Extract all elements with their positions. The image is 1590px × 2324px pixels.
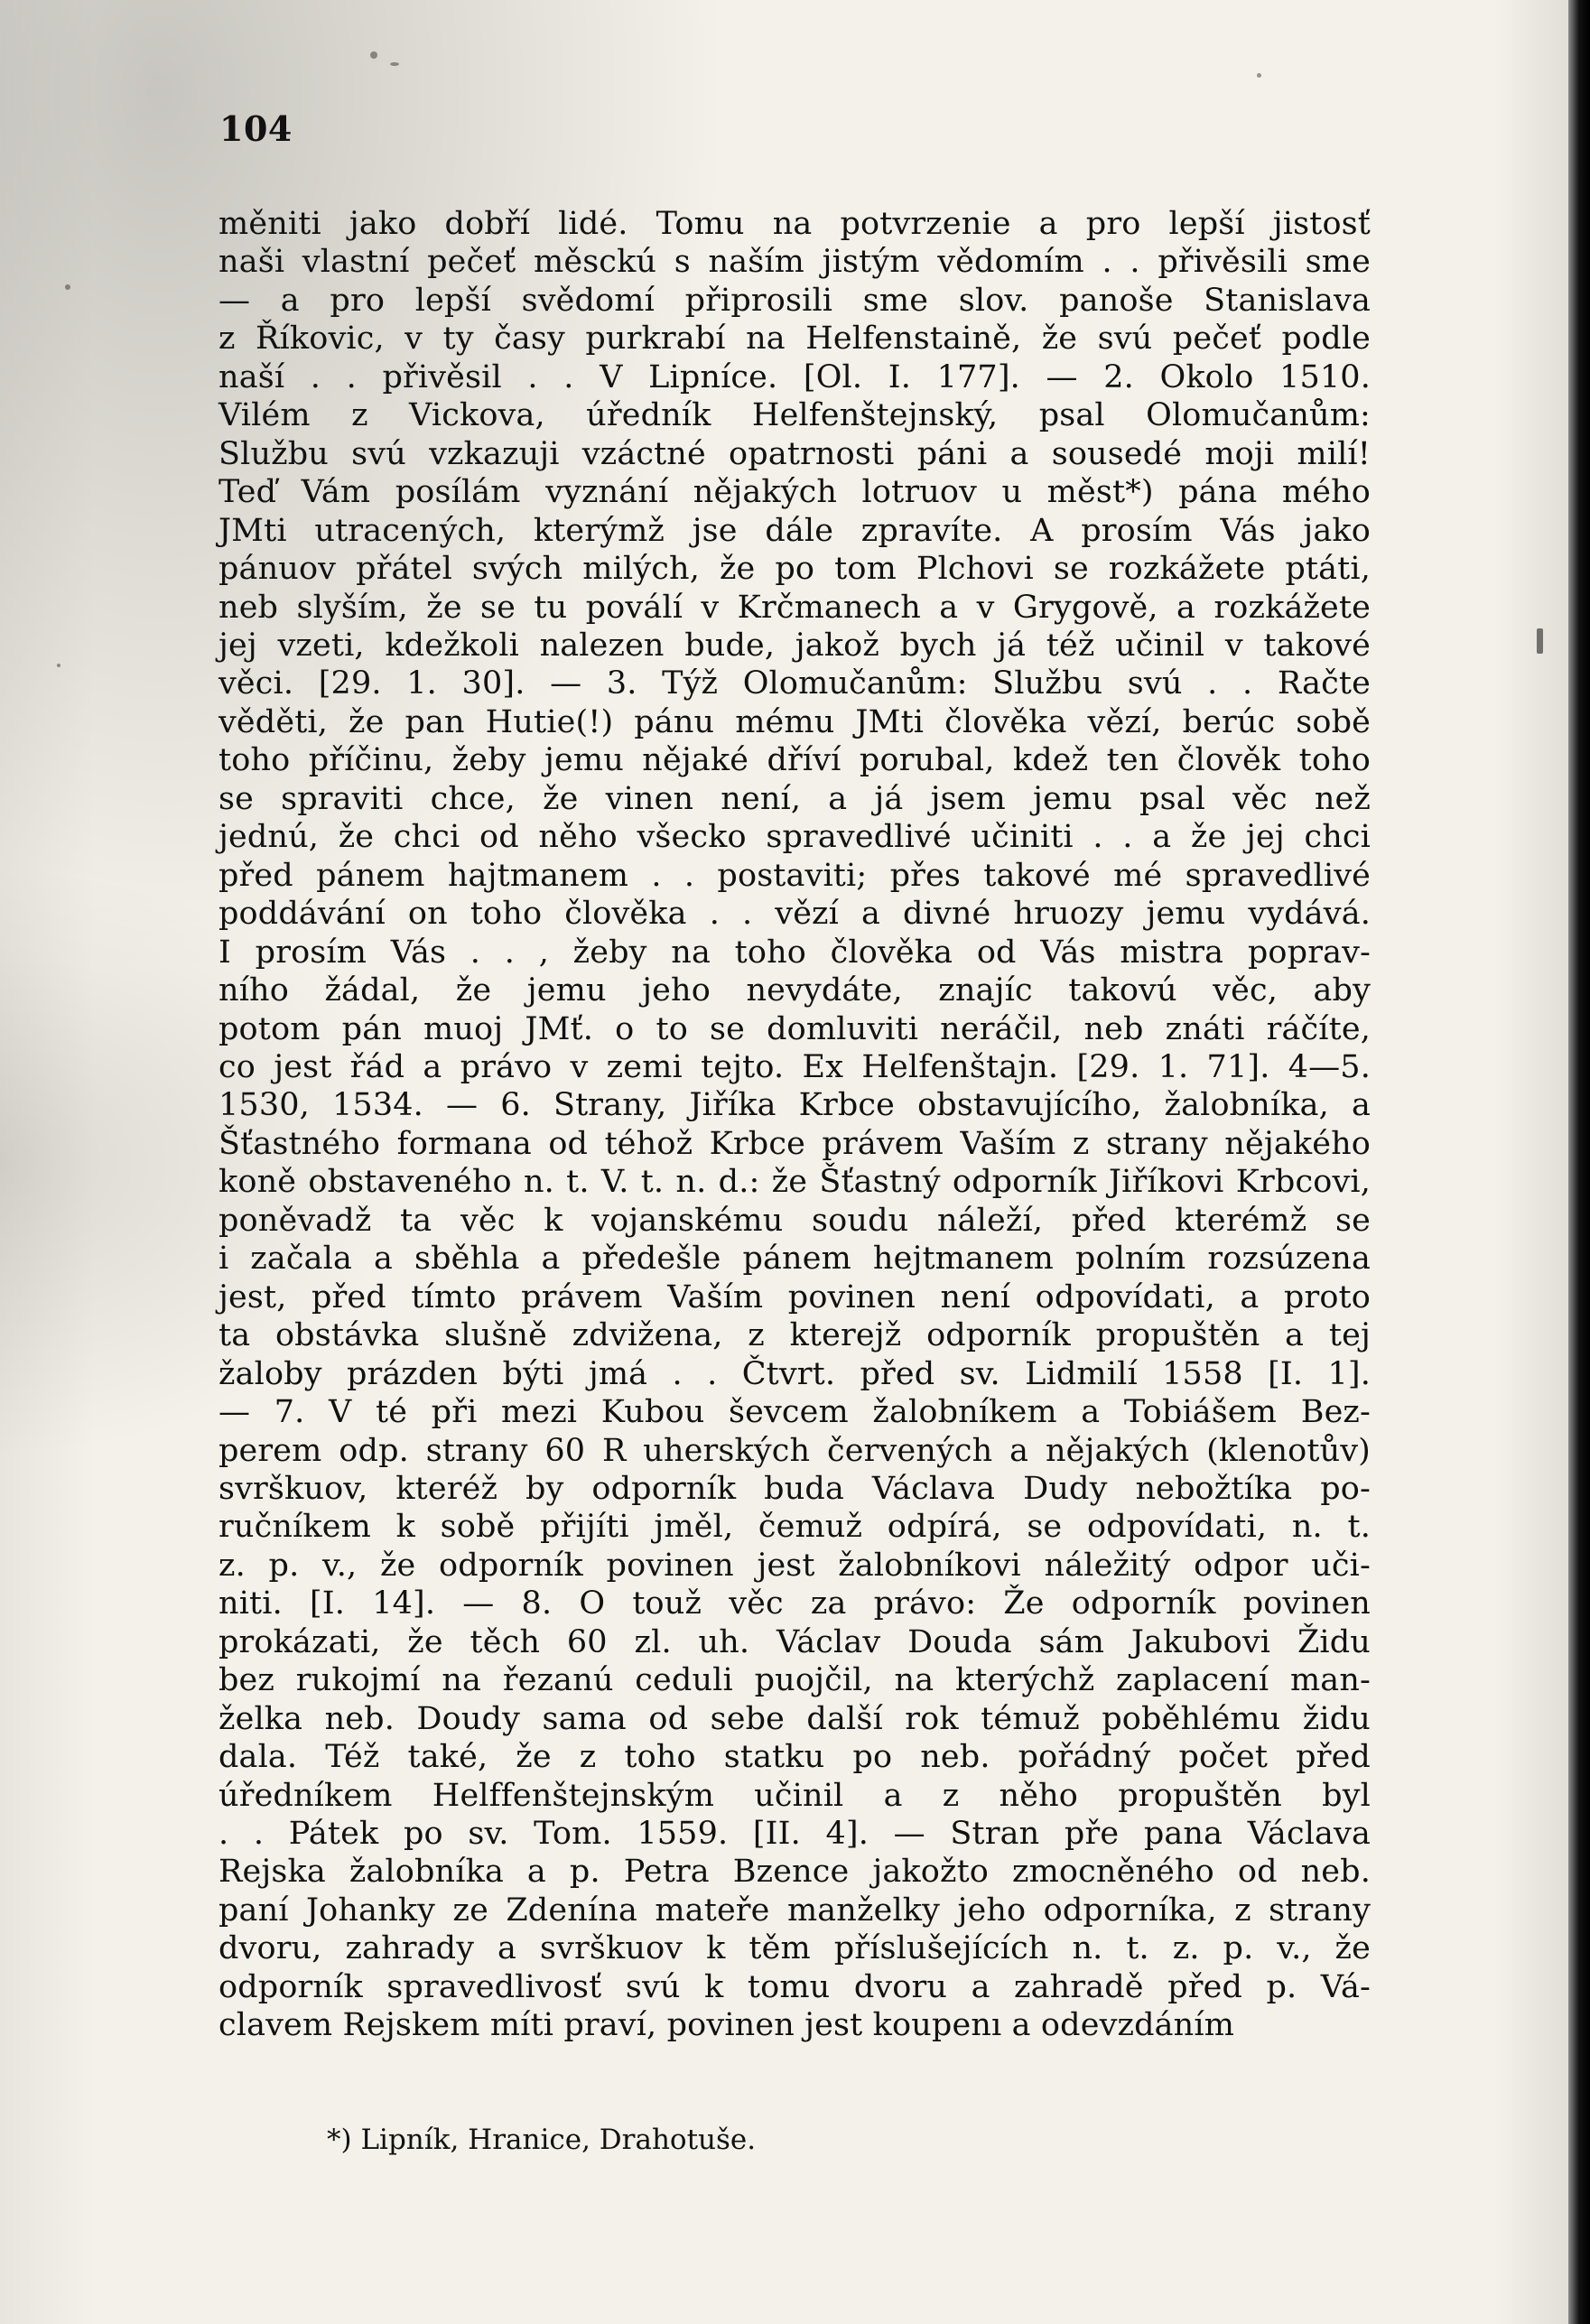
text-line: se spraviti chce, že vinen není, a já jsem jemu psal věc než	[219, 780, 1371, 817]
text-line: ního žádal, že jemu jeho nevydáte, znajíc takovú věc, aby	[219, 972, 1371, 1009]
text-line: žaloby prázden býti jmá . . Čtvrt. před sv. Lidmilí 1558 [I. 1].	[219, 1355, 1371, 1392]
text-line: clavem Rejskem míti praví, povinen jest koupenı a odevzdáním	[219, 2007, 1235, 2044]
text-line: Teď Vám posílám vyznání nějakých lotruov u měst*) pána mého	[219, 474, 1371, 511]
text-line: toho příčinu, žeby jemu nějaké dříví porubal, kdež ten člověk toho	[219, 742, 1371, 779]
text-line: Službu svú vzkazuji vzáctné opatrnosti páni a sousedé moji milí!	[219, 435, 1371, 472]
text-line: jej vzeti, kdežkoli nalezen bude, jakož bych já též učinil v takové	[219, 627, 1371, 664]
scan-speck	[65, 284, 70, 290]
text-line: pánuov přátel svých milých, že po tom Plchovi se rozkážete ptáti,	[219, 551, 1371, 588]
text-line: naší . . přivěsil . . V Lipníce. [Ol. I. 177]. — 2. Okolo 1510.	[219, 358, 1371, 395]
page-edge-shadow	[1568, 0, 1590, 2324]
text-line: koně obstaveného n. t. V. t. n. d.: že Šťastný odporník Jiříkovi Krbcovi,	[219, 1164, 1371, 1201]
text-line: ručníkem k sobě přijíti jměl, čemuž odpírá, se odpovídati, n. t.	[219, 1509, 1371, 1546]
text-line: 1530, 1534. — 6. Strany, Jiříka Krbce obstavujícího, žalobníka, a	[219, 1087, 1371, 1124]
text-line: niti. [I. 14]. — 8. O touž věc za právo: Že odporník povinen	[219, 1585, 1371, 1622]
text-line: I prosím Vás . . , žeby na toho člověka od Vás mistra poprav-	[219, 934, 1371, 971]
text-line: Rejska žalobníka a p. Petra Bzence jakožto zmocněného od neb.	[219, 1854, 1371, 1891]
text-line: svrškuov, kteréž by odporník buda Václava Dudy nebožtíka po-	[219, 1470, 1371, 1507]
text-line: z. p. v., že odporník povinen jest žalobníkovi náležitý odpor uči-	[219, 1547, 1371, 1584]
text-line: věděti, že pan Hutie(!) pánu mému JMti člověka vězí, berúc sobě	[219, 703, 1371, 740]
text-line: i začala a sběhla a předešle pánem hejtmanem polním rozsúzena	[219, 1241, 1371, 1278]
text-line: — a pro lepší svědomí připrosili sme slov. panoše Stanislava	[219, 282, 1371, 319]
text-line: naši vlastní pečeť měsckú s naším jistým vědomím . . přivěsili sme	[219, 244, 1371, 281]
scan-speck	[370, 51, 377, 59]
text-line: prokázati, že těch 60 zl. uh. Václav Douda sám Jakubovi Židu	[219, 1623, 1371, 1660]
text-line: dala. Též také, že z toho statku po neb. pořádný počet před	[219, 1739, 1371, 1776]
text-line: z Říkovic, v ty časy purkrabí na Helfenstaině, že svú pečeť podle	[219, 321, 1371, 358]
text-line: poněvadž ta věc k vojanskému soudu náleží, před kterémž se	[219, 1202, 1371, 1239]
text-line: paní Johanky ze Zdenína mateře manželky jeho odporníka, z strany	[219, 1892, 1371, 1929]
scan-speck	[1537, 628, 1543, 654]
page-number: 104	[219, 108, 293, 149]
text-line: dvoru, zahrady a svrškuov k těm příslušejících n. t. z. p. v., že	[219, 1930, 1371, 1967]
scan-speck	[390, 62, 399, 66]
footnote: *) Lipník, Hranice, Drahotuše.	[327, 2124, 757, 2156]
text-line: bez rukojmí na řezanú ceduli puojčil, na kterýchž zaplacení man-	[219, 1662, 1371, 1699]
text-line: ta obstávka slušně zdvižena, z kterejž odporník propuštěn a tej	[219, 1317, 1371, 1354]
text-line: perem odp. strany 60 R uherských červených a nějakých (klenotův)	[219, 1432, 1371, 1469]
text-line: co jest řád a právo v zemi tejto. Ex Helfenštajn. [29. 1. 71]. 4—5.	[219, 1048, 1371, 1085]
text-line: odporník spravedlivosť svú k tomu dvoru a zahradě před p. Vá-	[219, 1968, 1371, 2005]
text-line: potom pán muoj JMť. o to se domluviti neráčil, neb znáti ráčíte,	[219, 1010, 1371, 1047]
text-line: úředníkem Helffenštejnským učinil a z něho propuštěn byl	[219, 1777, 1371, 1814]
scan-speck	[1257, 73, 1261, 78]
text-line: neb slyším, že se tu poválí v Krčmanech a v Grygově, a rozkážete	[219, 589, 1371, 626]
body-text	[219, 205, 1371, 2045]
scan-speck	[57, 664, 60, 667]
text-line: měniti jako dobří lidé. Tomu na potvrzenie a pro lepší jistosť	[219, 206, 1371, 242]
text-line: želka neb. Doudy sama od sebe další rok témuž poběhlému židu	[219, 1700, 1371, 1737]
text-line: — 7. V té při mezi Kubou ševcem žalobníkem a Tobiášem Bez-	[219, 1394, 1371, 1431]
text-line: jednú, že chci od něho všecko spravedlivé učiniti . . a že jej chci	[219, 819, 1371, 856]
text-line: před pánem hajtmanem . . postaviti; přes takové mé spravedlivé	[219, 857, 1371, 894]
text-line: Vilém z Vickova, úředník Helfenštejnský, psal Olomučanům:	[219, 397, 1371, 434]
text-line: věci. [29. 1. 30]. — 3. Týž Olomučanům: Službu svú . . Račte	[219, 665, 1371, 702]
text-line: JMti utracených, kterýmž jse dále zpravíte. A prosím Vás jako	[219, 512, 1371, 549]
text-line: . . Pátek po sv. Tom. 1559. [II. 4]. — Stran pře pana Václava	[219, 1816, 1371, 1853]
text-line: Šťastného formana od téhož Krbce právem Vaším z strany nějakého	[219, 1125, 1371, 1162]
text-line: jest, před tímto právem Vaším povinen není odpovídati, a proto	[219, 1278, 1371, 1315]
text-line: poddávání on toho člověka . . vězí a divné hruozy jemu vydává.	[219, 896, 1371, 933]
